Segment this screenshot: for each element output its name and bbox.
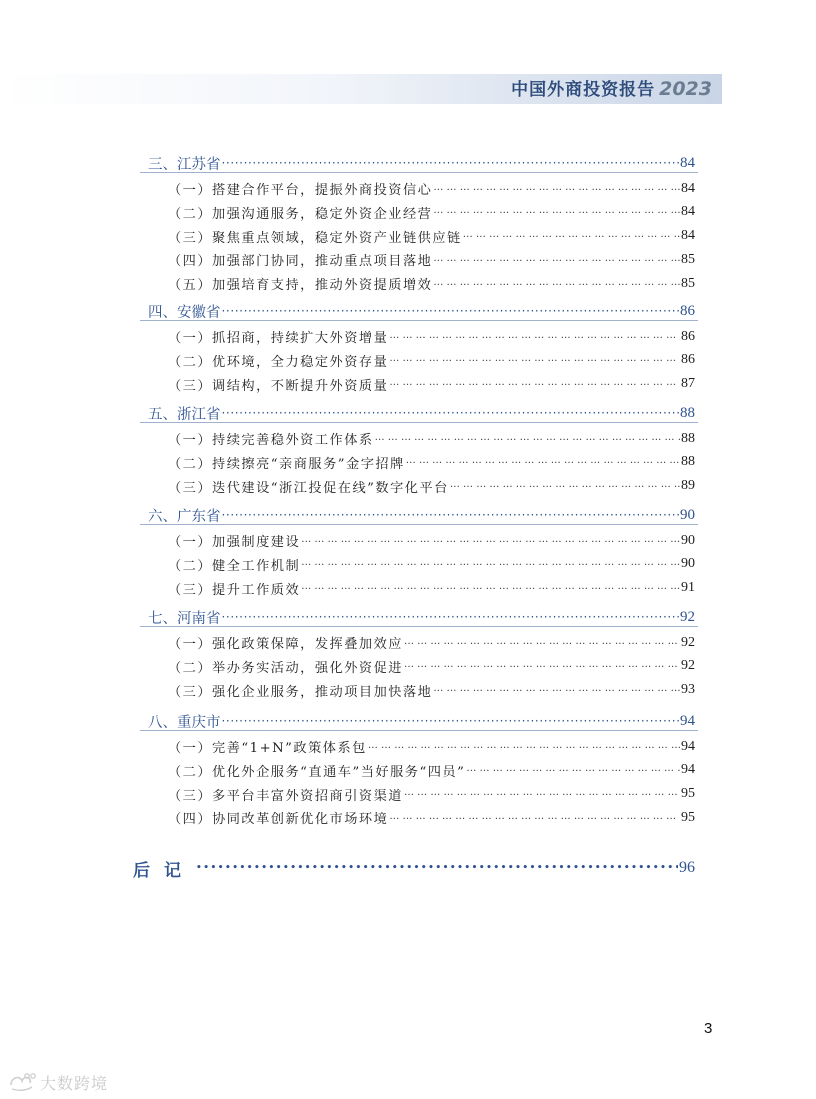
toc-afterword-entry[interactable] — [133, 855, 695, 881]
toc-subsection-entry[interactable] — [168, 783, 695, 805]
toc-subsection-title: （一）抓招商，持续扩大外资增量 — [168, 331, 389, 346]
toc-subsection-entry[interactable] — [168, 577, 695, 599]
report-year: 2023 — [659, 78, 712, 100]
toc-subsection-title: （三）迭代建设“浙江投促在线”数字化平台 — [168, 480, 449, 496]
toc-subsection-title: （三）提升工作质效 — [168, 582, 301, 598]
toc-page-number: 84 — [681, 228, 695, 244]
toc-subsection-title: （二）健全工作机制 — [168, 558, 301, 574]
toc-page-number: 92 — [681, 658, 695, 674]
toc-page-number: 88 — [681, 454, 695, 470]
toc-page-number: 85 — [681, 275, 695, 291]
toc-subsection-title: （一）搭建合作平台，提振外商投资信心 — [168, 183, 433, 198]
toc-leader-dots — [222, 152, 680, 174]
toc-leader-dots — [466, 759, 680, 781]
toc-leader-dots — [301, 577, 680, 599]
toc-subsection-title: （三）调结构，不断提升外资质量 — [168, 378, 389, 394]
toc-page-number: 88 — [681, 430, 695, 446]
toc-page-number: 87 — [681, 376, 695, 392]
toc-section-entry[interactable] — [148, 606, 695, 628]
toc-leader-dots — [222, 300, 680, 322]
toc-subsection-title: （二）加强沟通服务，稳定外资企业经营 — [168, 206, 433, 222]
toc-subsection-entry[interactable] — [168, 632, 695, 654]
toc-subsection-title: （二）优化外企服务“直通车”当好服务“四员” — [168, 764, 466, 780]
toc-subsection-title: （一）加强制度建设 — [168, 535, 301, 550]
toc-section-title: 四、安徽省 — [148, 304, 221, 321]
toc-page-number: 90 — [680, 506, 695, 523]
toc-subsection-entry[interactable] — [168, 655, 695, 677]
toc-leader-dots — [222, 606, 680, 628]
toc-leader-dots — [222, 402, 680, 424]
toc-section-entry[interactable] — [148, 152, 695, 174]
toc-section-entry[interactable] — [148, 710, 695, 732]
toc-page-number: 84 — [681, 204, 695, 220]
toc-page-number: 84 — [680, 154, 695, 171]
toc-page-number: 84 — [681, 180, 695, 196]
toc-leader-dots — [404, 655, 680, 677]
toc-subsection-entry[interactable] — [168, 807, 695, 829]
toc-subsection-entry[interactable] — [168, 249, 695, 271]
toc-leader-dots — [406, 451, 680, 473]
toc-subsection-entry[interactable] — [168, 273, 695, 295]
toc-subsection-entry[interactable] — [168, 349, 695, 371]
toc-page-number: 90 — [681, 556, 695, 572]
toc-leader-dots — [368, 736, 680, 758]
toc-leader-dots — [222, 504, 680, 526]
toc-subsection-entry[interactable] — [168, 553, 695, 575]
toc-subsection-title: （四）协同改革创新优化市场环境 — [168, 812, 389, 828]
toc-subsection-title: （二）持续擦亮“亲商服务”金字招牌 — [168, 456, 405, 472]
toc-leader-dots — [404, 632, 680, 654]
toc-leader-dots — [404, 783, 680, 805]
toc-leader-dots — [301, 553, 680, 575]
page-number: 3 — [704, 1020, 713, 1037]
toc-afterword-title: 后记 — [133, 860, 195, 881]
toc-subsection-entry[interactable] — [168, 326, 695, 348]
toc-page-number: 89 — [681, 478, 695, 494]
watermark-logo-icon — [8, 1071, 38, 1093]
toc-page-number: 92 — [680, 608, 695, 625]
toc-subsection-entry[interactable] — [168, 475, 695, 497]
toc-page-number: 93 — [681, 682, 695, 698]
toc-section-title: 七、河南省 — [148, 610, 221, 627]
toc-subsection-title: （三）多平台丰富外资招商引资渠道 — [168, 788, 403, 804]
toc-page-number: 94 — [681, 762, 695, 778]
toc-leader-dots — [389, 349, 680, 371]
toc-section-entry[interactable] — [148, 504, 695, 526]
toc-leader-dots — [389, 326, 680, 348]
toc-page-number: 85 — [681, 251, 695, 267]
toc-subsection-title: （五）加强培育支持，推动外资提质增效 — [168, 278, 433, 294]
watermark-text: 大数跨境 — [40, 1073, 109, 1093]
toc-page-number: 94 — [680, 712, 695, 729]
toc-subsection-entry[interactable] — [168, 679, 695, 701]
toc-section-title: 五、浙江省 — [148, 406, 221, 423]
toc-subsection-title: （二）举办务实活动，强化外资促进 — [168, 660, 403, 676]
toc-subsection-entry[interactable] — [168, 759, 695, 781]
toc-leader-dots — [301, 530, 680, 552]
toc-subsection-title: （三）强化企业服务，推动项目加快落地 — [168, 684, 433, 700]
toc-leader-dots — [433, 201, 680, 223]
running-header — [511, 76, 712, 102]
toc-subsection-entry[interactable] — [168, 225, 695, 247]
toc-subsection-entry[interactable] — [168, 530, 695, 552]
toc-leader-dots — [375, 428, 680, 450]
toc-subsection-entry[interactable] — [168, 736, 695, 758]
toc-section-title: 六、广东省 — [148, 508, 221, 525]
toc-subsection-title: （二）优环境，全力稳定外资存量 — [168, 354, 389, 370]
toc-section-title: 三、江苏省 — [148, 156, 221, 173]
toc-subsection-entry[interactable] — [168, 451, 695, 473]
toc-subsection-title: （四）加强部门协同，推动重点项目落地 — [168, 254, 433, 270]
toc-subsection-entry[interactable] — [168, 428, 695, 450]
toc-page-number: 92 — [681, 634, 695, 650]
toc-leader-dots — [196, 855, 678, 881]
toc-section-title: 八、重庆市 — [148, 714, 221, 731]
toc-leader-dots — [463, 225, 680, 247]
toc-page-number: 91 — [681, 580, 695, 596]
toc-page-number: 88 — [680, 404, 695, 421]
toc-leader-dots — [433, 178, 680, 200]
toc-page-number: 95 — [681, 809, 695, 825]
toc-leader-dots — [389, 807, 680, 829]
toc-page-number: 95 — [681, 786, 695, 802]
toc-section-entry[interactable] — [148, 300, 695, 322]
toc-subsection-title: （三）聚焦重点领域，稳定外资产业链供应链 — [168, 230, 462, 246]
toc-leader-dots — [433, 273, 680, 295]
toc-subsection-title: （一）完善“1+N”政策体系包 — [168, 741, 367, 756]
toc-leader-dots — [450, 475, 680, 497]
toc-subsection-entry[interactable] — [168, 201, 695, 223]
toc-page-number: 86 — [681, 352, 695, 368]
watermark — [8, 1070, 108, 1094]
toc-page-number: 86 — [681, 328, 695, 344]
toc-page-number: 90 — [681, 532, 695, 548]
toc-leader-dots — [222, 710, 680, 732]
toc-subsection-entry[interactable] — [168, 178, 695, 200]
toc-subsection-entry[interactable] — [168, 373, 695, 395]
toc-page-number: 86 — [680, 302, 695, 319]
toc-leader-dots — [433, 249, 680, 271]
toc-leader-dots — [389, 373, 680, 395]
toc-section-entry[interactable] — [148, 402, 695, 424]
toc-subsection-title: （一）强化政策保障，发挥叠加效应 — [168, 637, 403, 652]
toc-page-number: 94 — [681, 738, 695, 754]
toc-subsection-title: （一）持续完善稳外资工作体系 — [168, 433, 374, 448]
report-title: 中国外商投资报告 — [511, 80, 656, 100]
toc-page-number: 96 — [679, 859, 695, 876]
toc-leader-dots — [433, 679, 680, 701]
